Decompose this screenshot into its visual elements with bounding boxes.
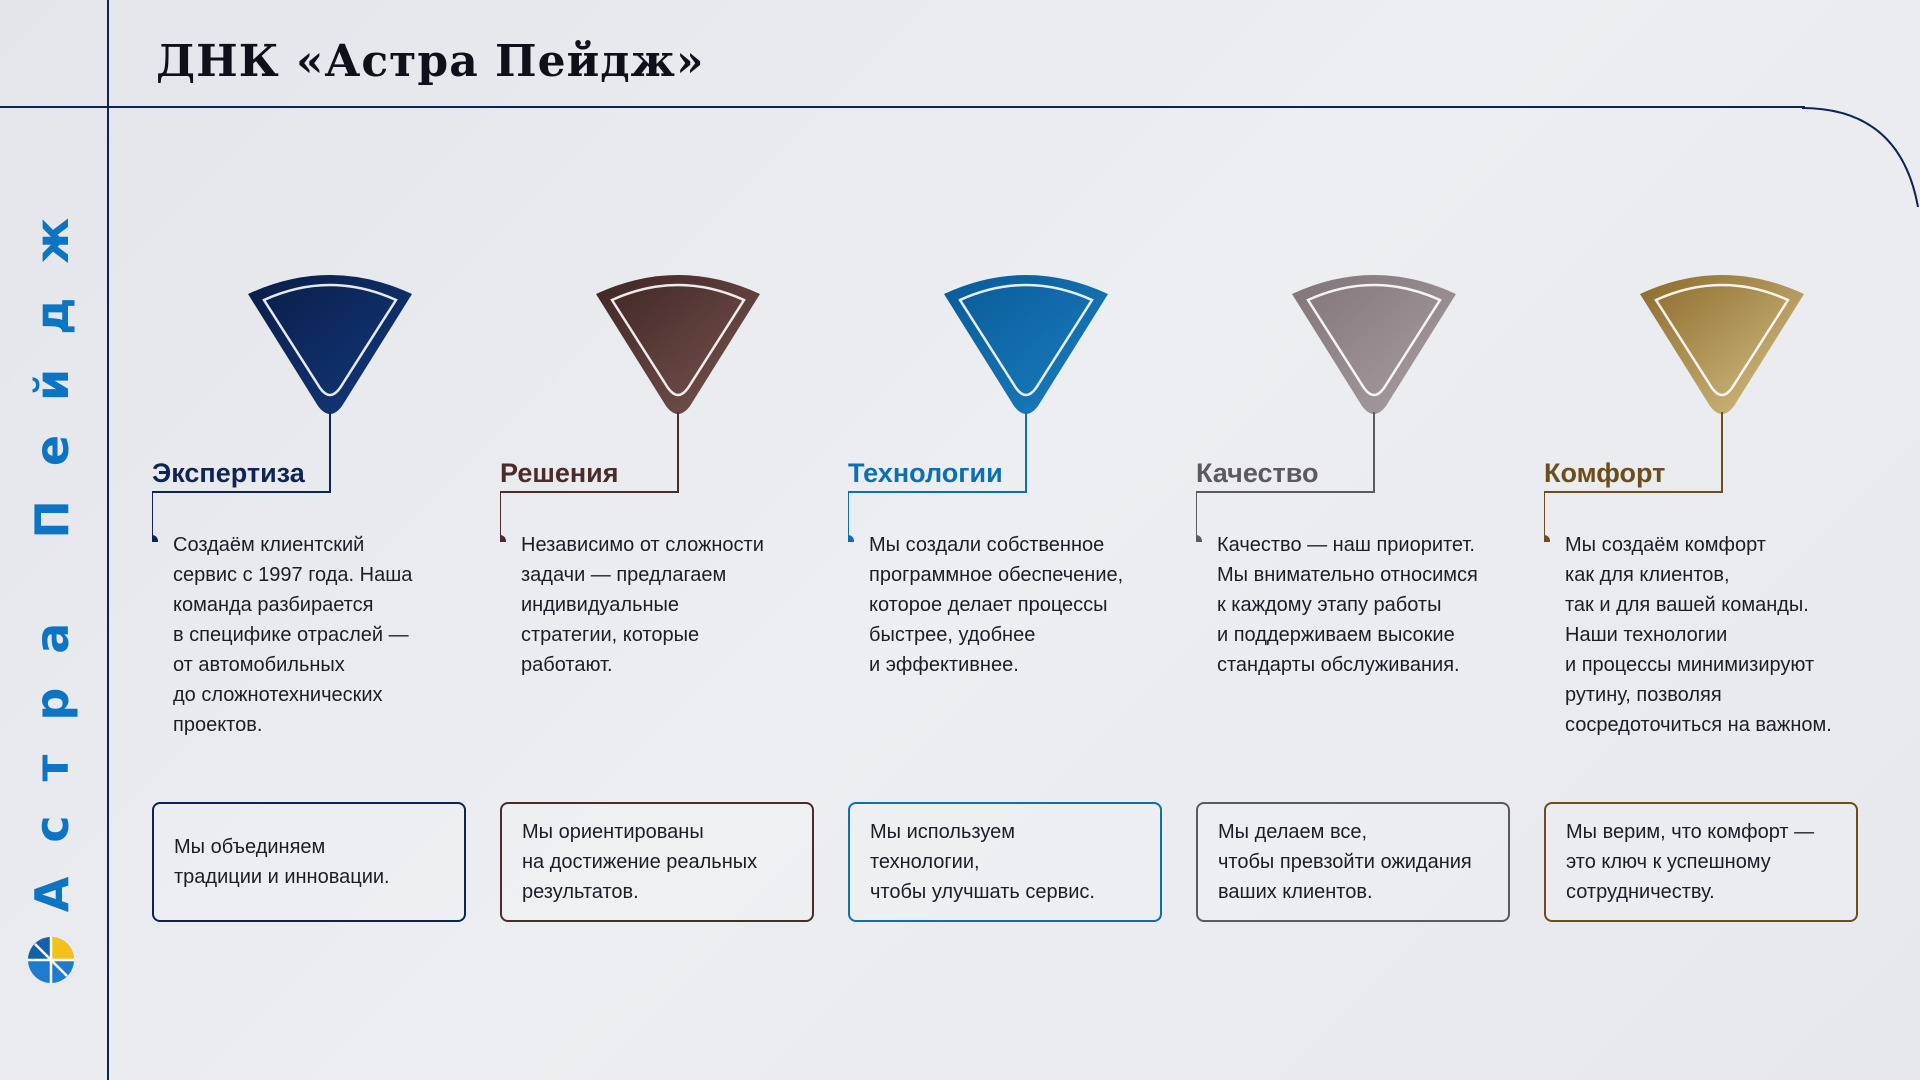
column-label: Качество (1196, 458, 1319, 488)
vertical-divider (107, 0, 109, 1080)
column-comfort (1544, 272, 1884, 952)
shield-icon (940, 272, 1112, 417)
column-label: Комфорт (1544, 458, 1666, 488)
value-card: Мы ориентированы на достижение реальных результатов. (500, 802, 814, 922)
value-card: Мы объединяем традиции и инновации. (152, 802, 466, 922)
column-quality (1196, 272, 1536, 952)
column-description: Создаём клиентский сервис с 1997 года. Наша команда разбирается в специфике отраслей — от автомобильных до сложнотехнических проектов. (173, 534, 413, 736)
shield-icon (592, 272, 764, 417)
horizontal-divider (0, 106, 1805, 108)
column-label: Экспертиза (152, 458, 305, 488)
column-expertise (152, 272, 492, 952)
column-description: Независимо от сложности задачи — предлагаем индивидуальные стратегии, которые работают. (521, 534, 764, 676)
column-label: Решения (500, 458, 619, 488)
shield-icon (1288, 272, 1460, 417)
column-description: Мы создаём комфорт как для клиентов, так и для вашей команды. Наши технологии и процессы минимизируют рутину, позволяя сосредоточиться на важном. (1565, 534, 1832, 736)
column-description: Мы создали собственное программное обеспечение, которое делает процессы быстрее, удобнее и эффективнее. (869, 534, 1124, 676)
column-technologies (848, 272, 1188, 952)
corner-arc (1800, 107, 1920, 247)
value-card: Мы делаем все, чтобы превзойти ожидания ваших клиентов. (1196, 802, 1510, 922)
value-card: Мы используем технологии, чтобы улучшать сервис. (848, 802, 1162, 922)
column-label: Технологии (848, 458, 1003, 488)
brand-vertical-text: Астра Пейдж (25, 183, 79, 913)
value-card: Мы верим, что комфорт — это ключ к успешному сотрудничеству. (1544, 802, 1858, 922)
column-description: Качество — наш приоритет. Мы внимательно относимся к каждому этапу работы и поддерживаем высокие стандарты обслуживания. (1217, 534, 1478, 676)
shield-icon (1636, 272, 1808, 417)
page-title: ДНК «Астра Пейдж» (156, 36, 705, 87)
column-solutions (500, 272, 840, 952)
astra-logo-icon (26, 935, 76, 985)
shield-icon (244, 272, 416, 417)
